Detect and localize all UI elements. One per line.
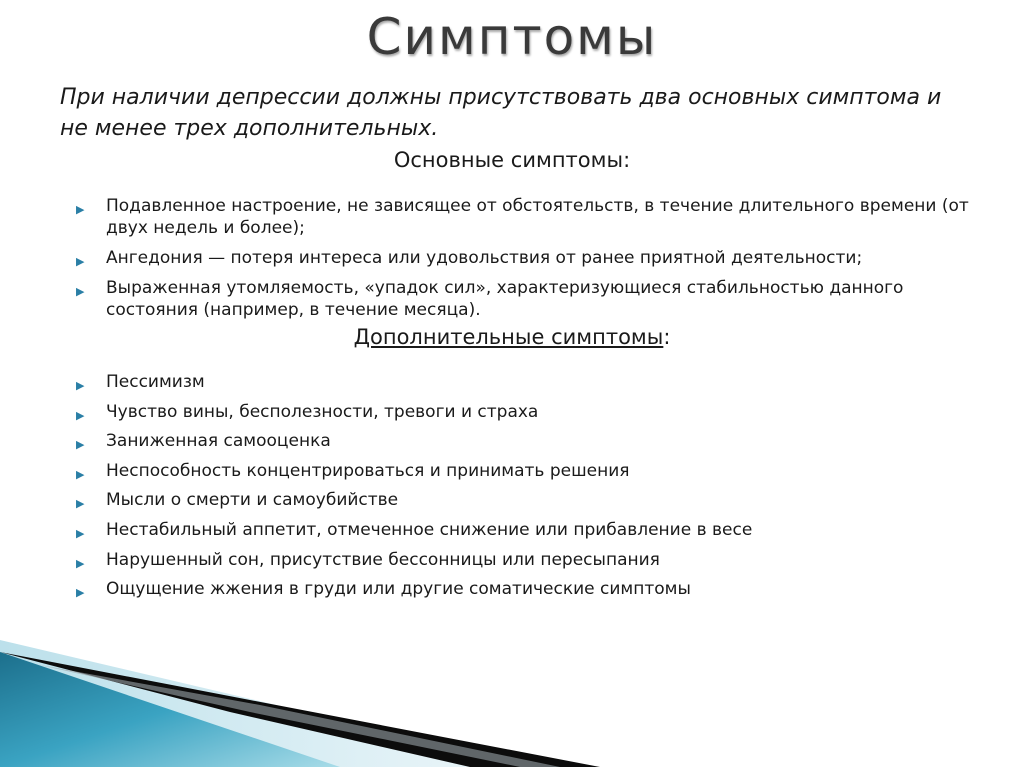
list-item-text: Ангедония — потеря интереса или удовольствия от ранее приятной деятельности; <box>106 248 863 268</box>
extra-symptoms-heading <box>0 325 1024 349</box>
ribbon-teal-band <box>0 652 340 767</box>
list-item-text: Пессимизм <box>106 372 205 392</box>
bullet-arrow-icon: ▶ <box>76 497 85 511</box>
main-symptoms-heading-colon: : <box>623 148 631 172</box>
list-item <box>76 460 976 482</box>
list-item-text: Мысли о смерти и самоубийстве <box>106 490 399 511</box>
extra-symptoms-heading-label: Дополнительные симптомы <box>353 325 664 349</box>
extra-symptoms-list <box>76 371 976 608</box>
ribbon-gray-stripe <box>40 665 560 767</box>
bullet-arrow-icon: ▶ <box>76 408 85 422</box>
intro-text: При наличии депрессии должны присутствовать два основных симптома и не менее трех дополнительных. <box>60 85 942 141</box>
list-item <box>76 247 976 269</box>
bullet-arrow-icon: ▶ <box>76 467 85 481</box>
ribbon-light-band <box>0 640 540 767</box>
list-item-text: Подавленное настроение, не зависящее от обстоятельств, в течение длительного времени (от двух недель и более); <box>106 196 969 238</box>
bullet-arrow-icon: ▶ <box>76 203 85 216</box>
list-item <box>76 195 976 239</box>
main-symptoms-heading-label: Основные симптомы <box>393 148 624 172</box>
ribbon-dark-stripe <box>0 652 600 767</box>
bullet-arrow-icon: ▶ <box>76 438 85 452</box>
bullet-arrow-icon: ▶ <box>76 379 85 392</box>
list-item-text: Чувство вины, бесполезности, тревоги и страха <box>106 401 539 422</box>
list-item <box>76 489 976 511</box>
bullet-arrow-icon: ▶ <box>76 526 85 540</box>
slide-title: Симптомы <box>366 8 658 66</box>
main-symptoms-list <box>76 195 976 329</box>
list-item-text: Нестабильный аппетит, отмеченное снижение или прибавление в весе <box>106 519 753 540</box>
list-item-text: Неспособность концентрироваться и принимать решения <box>106 460 630 481</box>
list-item <box>76 578 976 600</box>
main-symptoms-heading <box>0 148 1024 172</box>
list-item-text: Ощущение жжения в груди или другие соматические симптомы <box>106 579 691 600</box>
list-item <box>76 401 976 423</box>
bullet-arrow-icon: ▶ <box>76 255 85 268</box>
list-item-text: Выраженная утомляемость, «упадок сил», характеризующиеся стабильностью данного состояния (например, в течение месяца). <box>106 278 904 320</box>
bullet-arrow-icon: ▶ <box>76 556 85 570</box>
list-item <box>76 430 976 452</box>
bullet-arrow-icon: ▶ <box>76 285 85 298</box>
list-item-text: Заниженная самооценка <box>106 431 331 452</box>
extra-symptoms-heading-colon: : <box>663 325 671 349</box>
list-item-text: Нарушенный сон, присутствие бессонницы или пересыпания <box>106 549 660 570</box>
list-item <box>76 277 976 321</box>
list-item <box>76 519 976 541</box>
list-item <box>76 549 976 571</box>
bullet-arrow-icon: ▶ <box>76 586 85 600</box>
list-item <box>76 371 976 393</box>
